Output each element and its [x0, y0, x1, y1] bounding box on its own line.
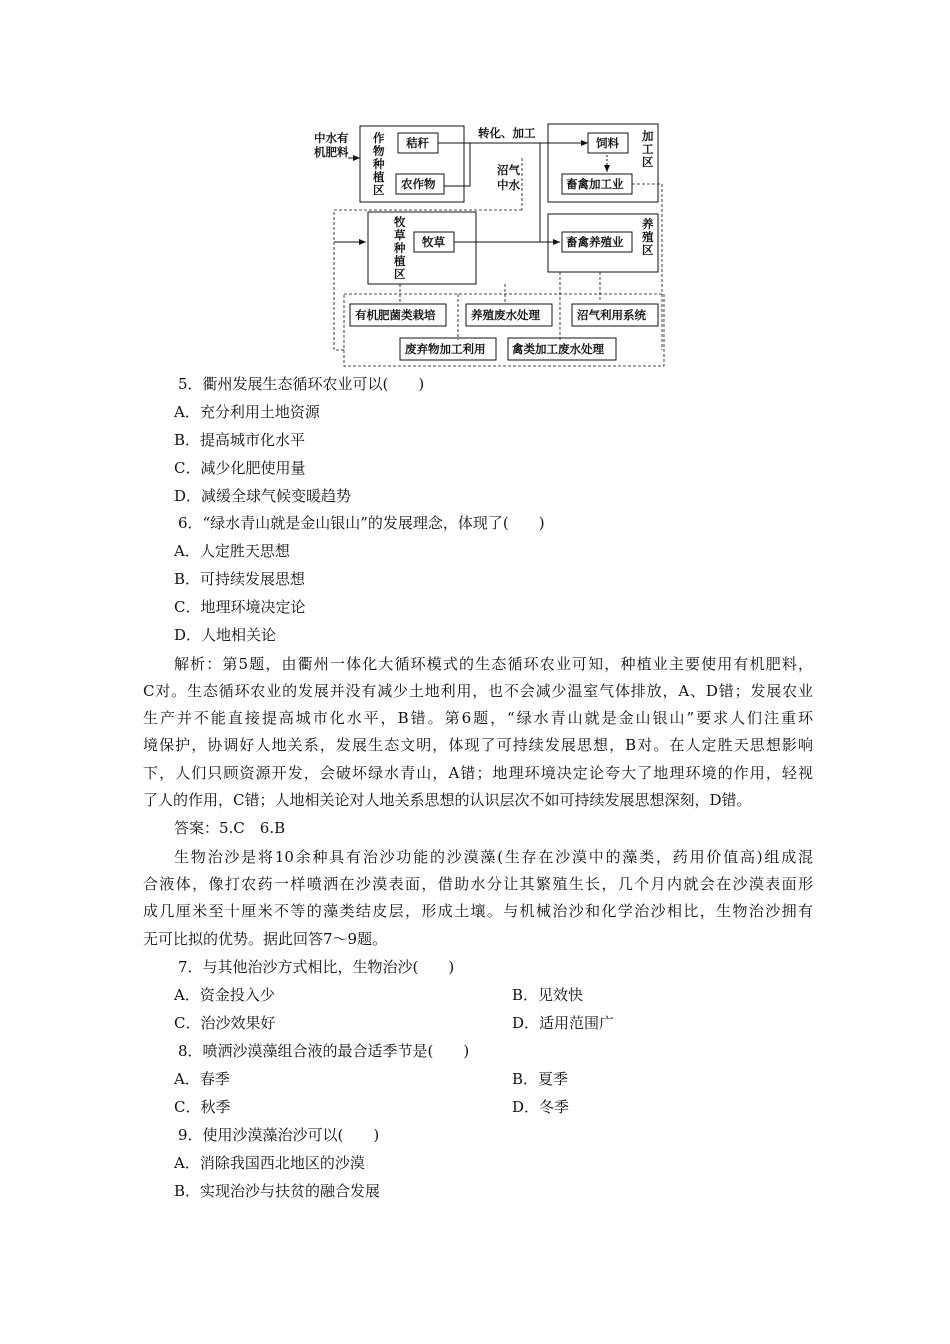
- analysis-line-3: 生产并不能直接提高城市化水平，B错。第6题，“绿水青山就是金山银山”要求人们注重环: [143, 709, 813, 727]
- input-label-line2: 机肥料: [314, 145, 349, 159]
- q5-option-d: D．减缓全球气候变暖趋势: [174, 487, 352, 505]
- passage-line-2: 合液体，像打农药一样喷洒在沙漠表面，借助水分让其繁殖生长，几个月内就会在沙漠表面形: [143, 875, 813, 893]
- q8-option-c: C．秋季: [174, 1098, 231, 1116]
- q8-option-d: D．冬季: [512, 1098, 570, 1116]
- q6-stem: 6．“绿水青山就是金山银山”的发展理念，体现了( ): [178, 514, 545, 532]
- svg-text:种: 种: [394, 241, 406, 255]
- q9-stem: 9．使用沙漠藻治沙可以( ): [178, 1126, 380, 1144]
- q5-option-c: C．减少化肥使用量: [174, 459, 306, 477]
- biogas-label-line2: 中水: [497, 178, 520, 192]
- analysis-line-2: C对。生态循环农业的发展并没有减少土地利用，也不会减少温室气体排放，A、D错；发展农业: [143, 682, 813, 700]
- crop-zone-label: [372, 131, 385, 197]
- svg-text:区: 区: [642, 243, 654, 257]
- svg-text:区: 区: [373, 183, 385, 197]
- svg-text:种: 种: [373, 157, 385, 171]
- analysis-line-5: 下，人们只顾资源开发，会破坏绿水青山，A错；地理环境决定论夸大了地理环境的作用，轻视: [143, 764, 813, 782]
- q5-option-b: B．提高城市化水平: [174, 431, 306, 449]
- biogas-system-label: 沼气利用系统: [577, 308, 646, 322]
- svg-text:植: 植: [373, 170, 385, 184]
- breeding-label: 畜禽养殖业: [566, 235, 624, 249]
- passage-line-1: 生物治沙是将10余种具有治沙功能的沙漠藻(生存在沙漠中的藻类，药用价值高)组成混: [174, 848, 813, 866]
- q6-option-b: B．可持续发展思想: [174, 570, 306, 588]
- analysis-line-4: 境保护，协调好人地关系，发展生态文明，体现了可持续发展思想，B对。在人定胜天思想影响: [143, 736, 813, 754]
- q6-option-c: C．地理环境决定论: [174, 598, 306, 616]
- feed-label: 饲料: [596, 136, 619, 150]
- arrow-label: 转化、加工: [478, 126, 536, 140]
- crops-link: [444, 143, 470, 186]
- svg-text:养: 养: [642, 217, 654, 231]
- q5-option-a: A．充分利用土地资源: [174, 403, 320, 421]
- passage-line-4: 无可比拟的优势。据此回答7～9题。: [143, 930, 388, 948]
- q6-option-a: A．人定胜天思想: [174, 542, 290, 560]
- straw-label: 秸秆: [406, 136, 429, 150]
- svg-text:加: 加: [642, 129, 654, 143]
- eco-cycle-diagram: [300, 118, 680, 370]
- svg-text:作: 作: [373, 131, 385, 145]
- answer: 答案：5.C 6.B: [174, 819, 286, 837]
- pasture-zone-label: [393, 215, 406, 281]
- breeding-zone-label: [642, 217, 654, 257]
- input-label-line1: 中水有: [314, 131, 349, 145]
- svg-text:牧: 牧: [394, 215, 406, 229]
- q8-option-a: A．春季: [174, 1070, 230, 1088]
- biogas-label-line1: 沼气: [497, 163, 520, 177]
- svg-text:工: 工: [642, 142, 654, 156]
- q7-option-a: A．资金投入少: [174, 986, 275, 1004]
- q6-option-d: D．人地相关论: [174, 626, 277, 644]
- svg-text:物: 物: [373, 144, 385, 158]
- processing-zone-label: [641, 129, 654, 169]
- analysis-line-6: 了人的作用，C错；人地相关论对人地关系思想的认识层次不如可持续发展思想深刻，D错。: [143, 791, 752, 809]
- q9-option-b: B．实现治沙与扶贫的融合发展: [174, 1182, 381, 1200]
- svg-text:植: 植: [394, 254, 406, 268]
- svg-text:区: 区: [394, 267, 406, 281]
- q7-option-d: D．适用范围广: [512, 1014, 615, 1032]
- mushroom-label: 有机肥菌类栽培: [355, 308, 436, 322]
- svg-text:草: 草: [394, 228, 406, 242]
- biogas-dashed-to-crops: [334, 210, 522, 350]
- svg-text:区: 区: [642, 155, 654, 169]
- svg-text:殖: 殖: [642, 230, 654, 244]
- grass-label: 牧草: [422, 235, 445, 249]
- poultry-processing-label: 畜禽加工业: [566, 177, 624, 191]
- q7-stem: 7．与其他治沙方式相比，生物治沙( ): [178, 958, 455, 976]
- crops-label: 农作物: [401, 177, 436, 191]
- q5-stem: 5．衢州发展生态循环农业可以( ): [178, 375, 425, 393]
- q7-option-c: C．治沙效果好: [174, 1014, 276, 1032]
- analysis-line-1: 解析：第5题，由衢州一体化大循环模式的生态循环农业可知，种植业主要使用有机肥料，: [174, 655, 813, 673]
- q8-stem: 8．喷洒沙漠藻组合液的最合适季节是( ): [178, 1042, 470, 1060]
- poultry-wastewater-label: 禽类加工废水处理: [512, 342, 604, 356]
- wastewater-label: 养殖废水处理: [471, 308, 540, 322]
- waste-processing-label: 废弃物加工利用: [405, 342, 486, 356]
- q7-option-b: B．见效快: [512, 986, 584, 1004]
- q8-option-b: B．夏季: [512, 1070, 569, 1088]
- passage-line-3: 成几厘米至十厘米不等的藻类结皮层，形成土壤。与机械治沙和化学治沙相比，生物治沙拥有: [143, 902, 813, 920]
- q9-option-a: A．消除我国西北地区的沙漠: [174, 1154, 365, 1172]
